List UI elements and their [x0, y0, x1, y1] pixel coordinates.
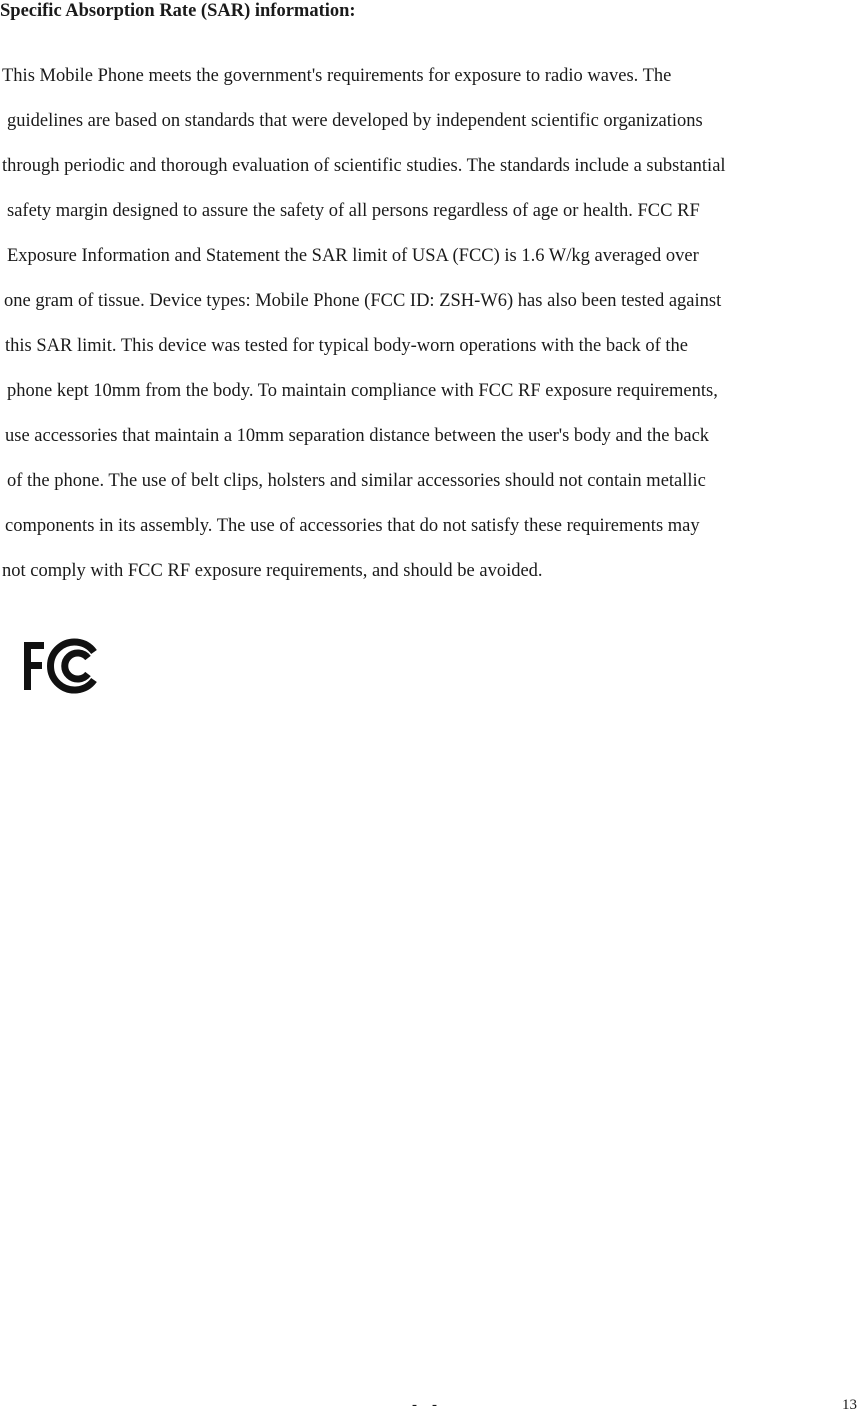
fcc-logo-icon: [22, 638, 100, 694]
footer-dash: - -: [412, 1397, 437, 1413]
paragraph-line: through periodic and thorough evaluation of scientific studies. The standards include a substantial: [2, 156, 726, 176]
paragraph-line: one gram of tissue. Device types: Mobile Phone (FCC ID: ZSH-W6) has also been tested against: [4, 291, 722, 311]
paragraph-line: This Mobile Phone meets the government's requirements for exposure to radio waves. The: [2, 66, 672, 86]
paragraph-line: components in its assembly. The use of accessories that do not satisfy these requirements may: [5, 516, 700, 536]
section-heading: Specific Absorption Rate (SAR) information:: [0, 1, 356, 21]
paragraph-line: of the phone. The use of belt clips, holsters and similar accessories should not contain metallic: [7, 471, 706, 491]
paragraph-line: Exposure Information and Statement the SAR limit of USA (FCC) is 1.6 W/kg averaged over: [7, 246, 699, 266]
paragraph-line: use accessories that maintain a 10mm separation distance between the user's body and the back: [5, 426, 710, 446]
paragraph-line: safety margin designed to assure the safety of all persons regardless of age or health. FCC RF: [7, 201, 700, 221]
page-number: 13: [842, 1397, 857, 1413]
paragraph-line: this SAR limit. This device was tested for typical body-worn operations with the back of the: [5, 336, 689, 356]
paragraph-line: not comply with FCC RF exposure requirements, and should be avoided.: [2, 561, 543, 581]
paragraph-line: phone kept 10mm from the body. To maintain compliance with FCC RF exposure requirements,: [7, 381, 718, 401]
paragraph-line: guidelines are based on standards that were developed by independent scientific organizations: [7, 111, 703, 131]
